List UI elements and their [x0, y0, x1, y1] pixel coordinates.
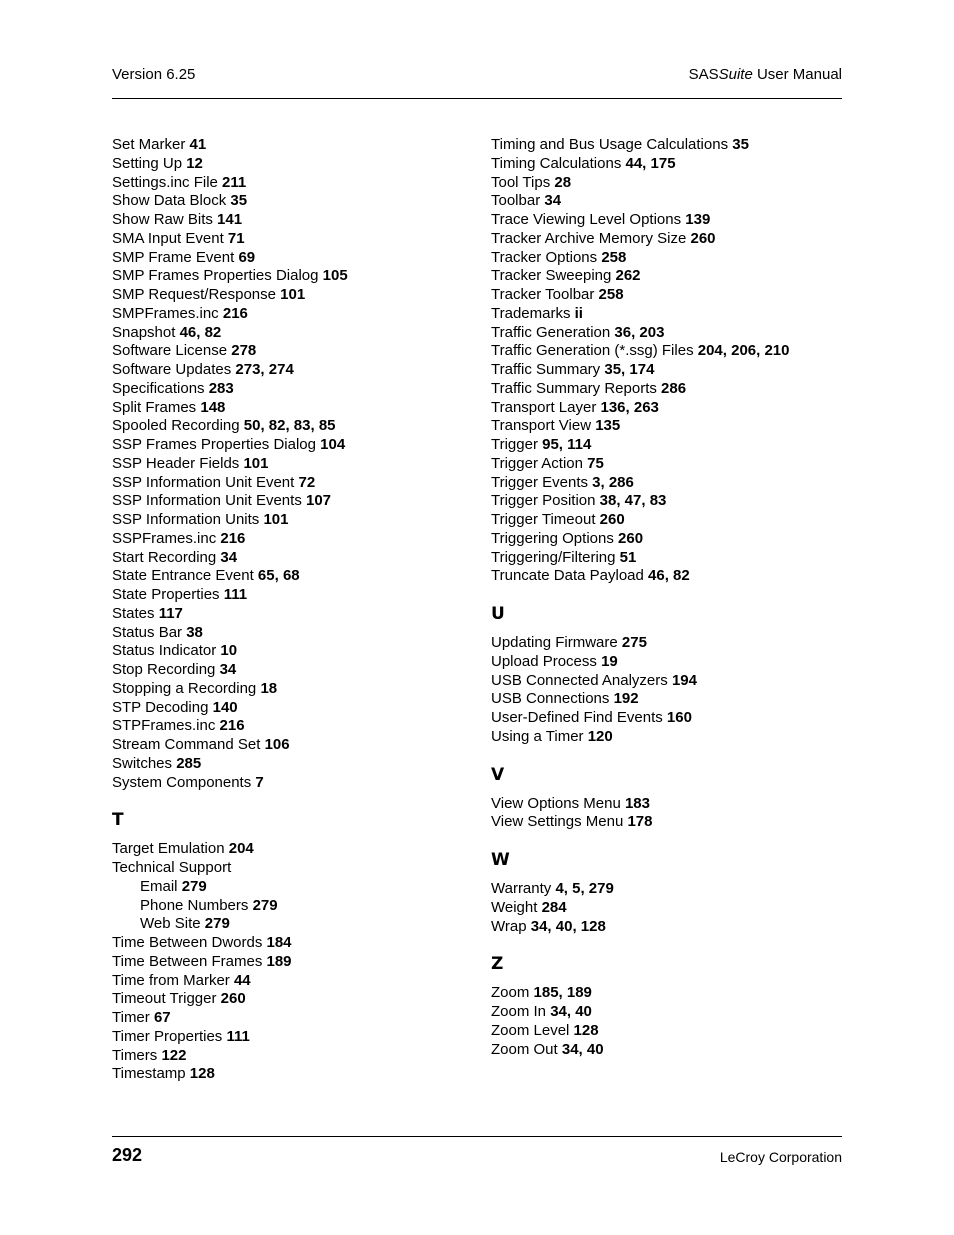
index-page-refs: 41: [189, 136, 207, 153]
page-header: [112, 64, 842, 99]
index-column-right: [491, 136, 851, 1059]
index-term: Using a Timer: [491, 727, 588, 745]
index-term: Time Between Dwords: [112, 934, 267, 951]
index-page-refs: 51: [619, 548, 637, 566]
index-term: Timers: [112, 1046, 162, 1064]
index-entry: [491, 567, 851, 586]
index-term: Start Recording: [112, 548, 221, 566]
index-entry: [112, 736, 472, 755]
index-page-refs: 262: [615, 267, 641, 285]
index-term: Zoom Level: [491, 1021, 574, 1039]
index-page-refs: 260: [220, 990, 246, 1008]
index-term: Snapshot: [112, 323, 180, 341]
index-page-refs: 46, 82: [648, 567, 690, 585]
index-page-refs: 34, 40: [561, 1040, 604, 1058]
index-entry: [112, 530, 472, 549]
index-entry: [491, 192, 851, 211]
index-page-refs: 160: [666, 709, 692, 726]
index-page-refs: 211: [222, 173, 247, 191]
index-page-refs: 260: [618, 529, 644, 547]
index-letter-heading: U: [491, 604, 505, 624]
index-term: Phone Numbers: [140, 896, 253, 914]
index-term: Timing Calculations: [491, 154, 626, 172]
index-term: Software Updates: [112, 361, 236, 378]
index-page-refs: 183: [624, 794, 650, 812]
index-entry: [112, 136, 472, 155]
index-page-refs: 260: [690, 229, 716, 247]
index-letter-heading: V: [491, 764, 505, 785]
index-term: Trigger Timeout: [491, 511, 600, 528]
index-page-refs: 38: [186, 623, 203, 641]
index-entry: [112, 286, 472, 305]
index-entry: [112, 680, 472, 699]
index-term: Show Raw Bits: [112, 211, 218, 228]
index-page-refs: 44, 175: [625, 154, 676, 172]
index-page-refs: 34: [219, 661, 237, 678]
index-entry: [491, 672, 851, 691]
index-entry: [112, 642, 472, 661]
index-page-refs: 258: [601, 248, 627, 266]
index-entry: [491, 436, 851, 455]
index-page-refs: 204, 206, 210: [697, 342, 790, 360]
index-page-refs: 106: [264, 736, 290, 753]
index-page-refs: 35: [230, 192, 248, 210]
index-term: Traffic Generation (*.ssg) Files: [491, 342, 698, 360]
index-entry: [112, 380, 472, 399]
index-page-refs: 286: [661, 379, 687, 397]
index-entry: [112, 342, 472, 361]
index-entry: [491, 155, 851, 174]
index-term: STPFrames.inc: [112, 717, 220, 735]
index-page-refs: 278: [231, 342, 257, 360]
index-page-refs: 148: [200, 398, 226, 416]
index-page-refs: 69: [238, 248, 256, 266]
index-term: Stop Recording: [112, 661, 220, 678]
index-page-refs: 279: [204, 915, 230, 933]
index-entry: [491, 984, 851, 1003]
index-entry: [491, 728, 851, 747]
index-term: Zoom In: [491, 1003, 551, 1020]
index-term: System Components: [112, 773, 256, 791]
index-entry: [112, 1047, 472, 1066]
index-page-refs: 111: [226, 1027, 250, 1045]
index-page-refs: 178: [627, 813, 653, 831]
index-page-refs: 3, 286: [592, 473, 634, 491]
index-entry: [112, 972, 472, 991]
index-term: Timeout Trigger: [112, 990, 221, 1008]
index-entry: [112, 934, 472, 953]
index-entry: [112, 859, 472, 878]
index-entry: [112, 361, 472, 380]
index-term: Zoom Out: [491, 1040, 562, 1058]
index-entry: [491, 249, 851, 268]
index-term: USB Connections: [491, 690, 614, 708]
index-entry: [491, 286, 851, 305]
index-entry: [112, 249, 472, 268]
index-term: SMP Frames Properties Dialog: [112, 267, 323, 285]
index-entry: [112, 567, 472, 586]
index-term: Upload Process: [491, 652, 602, 670]
index-page-refs: 141: [217, 211, 243, 228]
index-term: Switches: [112, 754, 177, 772]
index-entry: [491, 690, 851, 709]
index-entry: [112, 840, 472, 859]
index-term: Spooled Recording: [112, 417, 244, 435]
index-term: Trademarks: [491, 304, 575, 322]
index-term: SMP Request/Response: [112, 286, 281, 303]
index-entry: [112, 755, 472, 774]
index-page-refs: 12: [186, 154, 203, 172]
index-term: Truncate Data Payload: [491, 567, 649, 585]
index-term: Set Marker: [112, 136, 190, 153]
index-term: Time Between Frames: [112, 952, 267, 970]
index-term: Trigger Position: [491, 492, 600, 510]
index-page-refs: 38, 47, 83: [599, 492, 667, 510]
index-letter-heading: Z: [491, 954, 504, 975]
index-page-refs: 139: [685, 211, 711, 228]
index-term: Triggering/Filtering: [491, 548, 620, 566]
index-page-refs: 34: [220, 548, 238, 566]
index-page-refs: 189: [266, 952, 292, 970]
index-term: Tracker Toolbar: [491, 286, 599, 303]
index-term: Trigger Action: [491, 454, 588, 472]
index-entry: [112, 474, 472, 493]
index-entry: [112, 699, 472, 718]
index-page-refs: 192: [613, 690, 639, 708]
index-entry: [491, 918, 851, 937]
index-page-refs: 117: [158, 604, 183, 622]
index-entry: [491, 1041, 851, 1060]
index-entry: [491, 324, 851, 343]
index-page-refs: 111: [223, 586, 248, 603]
index-column-left: [112, 136, 472, 1084]
index-page-refs: 35, 174: [604, 361, 655, 378]
index-entry: [112, 155, 472, 174]
index-term: State Properties: [112, 586, 224, 603]
index-term: Email: [140, 877, 182, 895]
index-page-refs: 216: [219, 717, 245, 735]
index-term: Updating Firmware: [491, 634, 622, 651]
index-page-refs: 122: [161, 1046, 187, 1064]
index-page-refs: 95, 114: [542, 436, 592, 453]
index-entry: [112, 174, 472, 193]
index-term: Tracker Archive Memory Size: [491, 229, 691, 247]
index-term: SSPFrames.inc: [112, 529, 221, 547]
index-page-refs: 34, 40, 128: [530, 917, 606, 935]
manual-title-prefix: SAS: [688, 66, 719, 83]
index-page-refs: 75: [587, 454, 604, 472]
index-entry: [491, 174, 851, 193]
index-page-refs: 284: [541, 898, 567, 916]
index-page-refs: 140: [212, 698, 238, 716]
index-page-refs: 135: [595, 417, 621, 435]
index-term: USB Connected Analyzers: [491, 671, 672, 689]
index-page-refs: 7: [255, 773, 264, 791]
index-term: SSP Frames Properties Dialog: [112, 436, 321, 453]
index-subentry: [112, 897, 472, 916]
index-page-refs: 185, 189: [533, 984, 592, 1002]
index-entry: [112, 549, 472, 568]
index-entry: [112, 230, 472, 249]
index-entry: [491, 549, 851, 568]
index-page-refs: 128: [189, 1065, 215, 1083]
index-page-refs: 204: [228, 840, 254, 858]
index-term: Stream Command Set: [112, 736, 265, 753]
index-entry: [491, 380, 851, 399]
index-page-refs: 46, 82: [179, 323, 222, 341]
index-page-refs: 279: [252, 896, 278, 914]
index-entry: [112, 586, 472, 605]
index-entry: [491, 492, 851, 511]
index-term: SMA Input Event: [112, 229, 228, 247]
index-page-refs: 101: [243, 454, 269, 472]
index-term: Weight: [491, 898, 542, 916]
index-term: Toolbar: [491, 192, 545, 210]
index-entry: [112, 1065, 472, 1084]
index-entry: [491, 305, 851, 324]
index-page-refs: ii: [574, 304, 583, 322]
index-term: Split Frames: [112, 398, 201, 416]
index-entry: [112, 605, 472, 624]
index-term: Zoom: [491, 984, 534, 1002]
index-page-refs: 275: [621, 634, 647, 651]
index-page-refs: 273, 274: [235, 361, 294, 378]
index-page-refs: 50, 82, 83, 85: [243, 417, 336, 435]
index-term: Wrap: [491, 917, 531, 935]
index-entry: [112, 1028, 472, 1047]
index-term: Technical Support: [112, 859, 232, 876]
index-entry: [112, 305, 472, 324]
index-term: Trigger: [491, 436, 543, 453]
index-page-refs: 285: [176, 754, 202, 772]
index-term: Web Site: [140, 915, 205, 933]
index-term: Status Indicator: [112, 642, 221, 660]
index-term: Transport Layer: [491, 398, 601, 416]
index-term: Setting Up: [112, 154, 187, 172]
index-entry: [491, 899, 851, 918]
index-page-refs: 194: [671, 671, 697, 689]
index-term: SSP Information Units: [112, 511, 264, 528]
index-entry: [112, 774, 472, 793]
index-term: States: [112, 604, 159, 622]
index-page-refs: 260: [599, 511, 625, 528]
index-entry: [112, 990, 472, 1009]
index-term: Timestamp: [112, 1065, 190, 1083]
index-term: Trigger Events: [491, 473, 593, 491]
index-entry: [112, 436, 472, 455]
index-entry: [491, 342, 851, 361]
index-entry: [112, 661, 472, 680]
index-page-refs: 105: [322, 267, 348, 285]
index-entry: [491, 136, 851, 155]
index-term: STP Decoding: [112, 698, 213, 716]
index-letter-heading: W: [491, 850, 510, 870]
index-page-refs: 184: [266, 934, 292, 951]
index-page-refs: 35: [732, 136, 749, 153]
index-page-refs: 67: [153, 1009, 171, 1026]
index-entry: [491, 880, 851, 899]
index-entry: [491, 267, 851, 286]
index-entry: [491, 653, 851, 672]
index-page-refs: 104: [320, 436, 346, 453]
index-term: Time from Marker: [112, 971, 234, 989]
index-term: SSP Information Unit Event: [112, 473, 299, 491]
version-label: Version 6.25: [112, 66, 196, 83]
index-entry: [112, 192, 472, 211]
index-entry: [112, 492, 472, 511]
index-page-refs: 18: [260, 679, 278, 697]
manual-title-suffix: User Manual: [752, 66, 842, 83]
index-page-refs: 258: [598, 286, 624, 303]
index-term: Stopping a Recording: [112, 679, 261, 697]
index-term: Tracker Options: [491, 248, 602, 266]
index-page-refs: 10: [220, 642, 238, 660]
index-term: User-Defined Find Events: [491, 709, 667, 726]
index-term: Show Data Block: [112, 192, 231, 210]
index-page-refs: 19: [601, 652, 618, 670]
index-term: Timer Properties: [112, 1027, 227, 1045]
index-page-refs: 65, 68: [257, 567, 300, 585]
index-entry: [491, 511, 851, 530]
index-entry: [112, 1009, 472, 1028]
company-name: LeCroy Corporation: [719, 1149, 842, 1165]
index-entry: [491, 1003, 851, 1022]
index-term: View Options Menu: [491, 794, 625, 812]
index-page-refs: 128: [573, 1021, 599, 1039]
index-subentry: [112, 878, 472, 897]
index-entry: [491, 211, 851, 230]
index-term: Tracker Sweeping: [491, 267, 616, 285]
index-page-refs: 4, 5, 279: [555, 880, 614, 897]
index-entry: [491, 417, 851, 436]
index-page-refs: 216: [222, 304, 248, 322]
index-page-refs: 101: [263, 511, 289, 528]
index-entry: [112, 211, 472, 230]
index-entry: [112, 417, 472, 436]
manual-title-italic: Suite: [718, 66, 753, 83]
index-entry: [491, 709, 851, 728]
index-page-refs: 72: [298, 473, 316, 491]
index-entry: [112, 267, 472, 286]
index-term: Trace Viewing Level Options: [491, 211, 686, 228]
index-entry: [491, 1022, 851, 1041]
index-term: Timer: [112, 1009, 154, 1026]
index-term: Traffic Generation: [491, 323, 615, 341]
index-entry: [112, 717, 472, 736]
index-page-refs: 71: [227, 229, 245, 247]
index-page-refs: 34: [544, 192, 562, 210]
index-entry: [112, 953, 472, 972]
index-entry: [491, 634, 851, 653]
index-entry: [112, 324, 472, 343]
index-entry: [491, 230, 851, 249]
manual-title: [689, 66, 842, 83]
index-page-refs: 44: [233, 971, 251, 989]
index-page-refs: 279: [181, 877, 207, 895]
index-entry: [491, 399, 851, 418]
index-entry: [491, 474, 851, 493]
index-term: Traffic Summary: [491, 361, 605, 378]
index-page-refs: 107: [305, 492, 332, 510]
index-entry: [112, 455, 472, 474]
index-entry: [491, 813, 851, 832]
index-term: SMPFrames.inc: [112, 304, 223, 322]
page-footer: [112, 1136, 842, 1165]
page-number: 292: [112, 1145, 143, 1165]
index-page-refs: 136, 263: [600, 398, 659, 416]
index-term: Status Bar: [112, 623, 187, 641]
index-page-refs: 101: [280, 286, 306, 303]
index-page-refs: 283: [208, 379, 234, 397]
index-term: Target Emulation: [112, 840, 229, 858]
index-entry: [491, 795, 851, 814]
index-entry: [491, 530, 851, 549]
index-entry: [491, 361, 851, 380]
index-page-refs: 34, 40: [550, 1003, 592, 1020]
index-entry: [112, 624, 472, 643]
index-term: Tool Tips: [491, 173, 555, 191]
index-subentry: [112, 915, 472, 934]
index-term: Settings.inc File: [112, 173, 223, 191]
index-term: Transport View: [491, 417, 596, 435]
index-entry: [112, 399, 472, 418]
index-term: Triggering Options: [491, 529, 619, 547]
index-term: Specifications: [112, 379, 209, 397]
index-letter-heading: T: [112, 810, 124, 831]
index-entry: [112, 511, 472, 530]
index-page-refs: 28: [554, 173, 572, 191]
index-term: Software License: [112, 342, 232, 360]
index-term: State Entrance Event: [112, 567, 258, 585]
index-term: Traffic Summary Reports: [491, 379, 662, 397]
index-page-refs: 120: [587, 727, 613, 745]
index-term: SSP Information Unit Events: [112, 492, 306, 510]
index-term: Warranty: [491, 880, 556, 897]
index-term: SMP Frame Event: [112, 248, 239, 266]
index-term: View Settings Menu: [491, 813, 628, 831]
index-entry: [491, 455, 851, 474]
index-term: SSP Header Fields: [112, 454, 244, 472]
index-term: Timing and Bus Usage Calculations: [491, 136, 733, 153]
index-page-refs: 216: [220, 529, 246, 547]
index-page-refs: 36, 203: [614, 323, 665, 341]
